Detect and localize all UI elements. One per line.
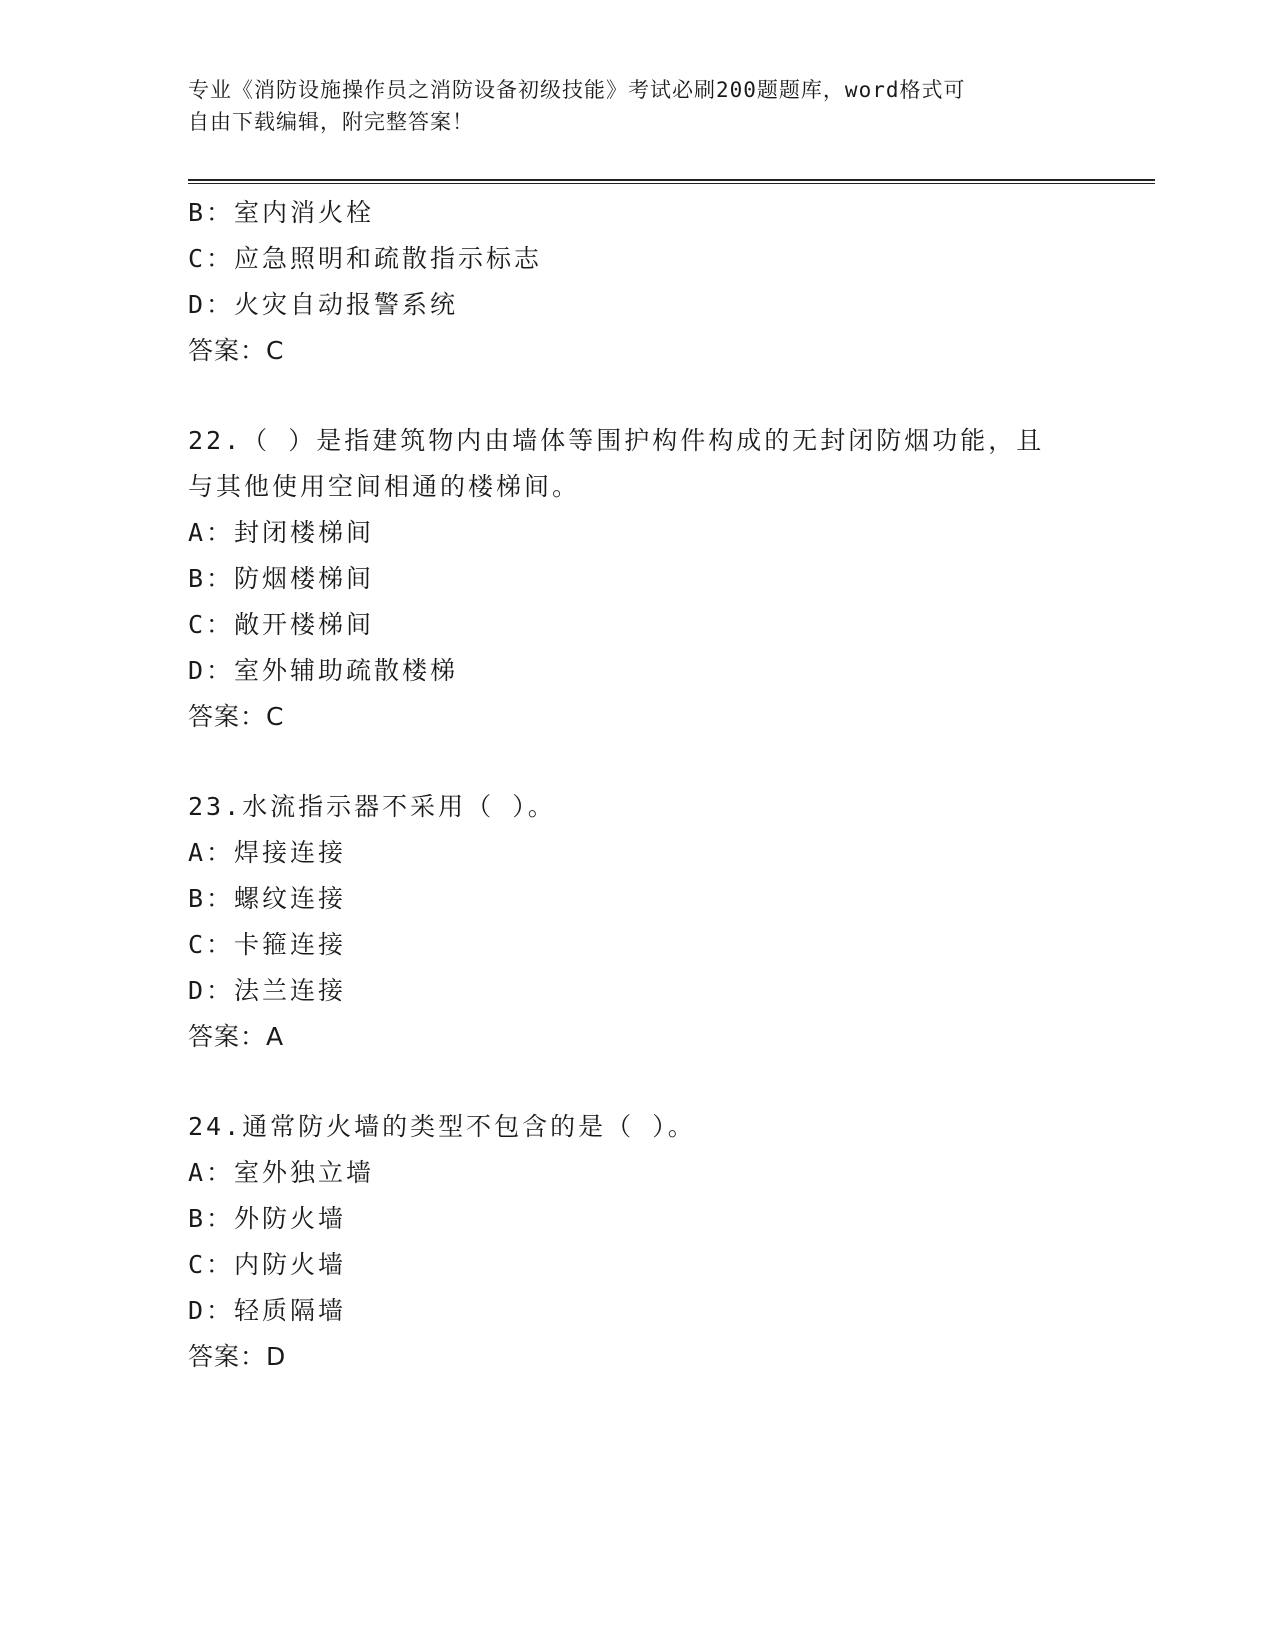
question-stem: 24.通常防火墙的类型不包含的是（ ）。 [188,1112,696,1141]
option-a: A：封闭楼梯间 [188,518,375,547]
option-c: C：内防火墙 [188,1250,347,1279]
answer: 答案：D [188,1342,287,1371]
document-header [188,74,1068,138]
option-b: B：防烟楼梯间 [188,564,375,593]
question-21-tail [188,190,1088,374]
question-stem-line-1: 22.（ ）是指建筑物内由墙体等围护构件构成的无封闭防烟功能，且 [188,426,1045,455]
question-23 [188,784,1088,1060]
question-22 [188,418,1088,740]
spacer [188,740,1088,784]
option-d: D：轻质隔墙 [188,1296,347,1325]
option-d: D：法兰连接 [188,976,347,1005]
option-b: B：室内消火栓 [188,198,375,227]
header-line-1: 专业《消防设施操作员之消防设备初级技能》考试必刷200题题库，word格式可 [188,78,966,102]
answer: 答案：C [188,336,285,365]
option-c: C：卡箍连接 [188,930,347,959]
header-line-2: 自由下载编辑，附完整答案！ [188,110,474,134]
header-divider-thin [188,183,1155,184]
header-divider-thick [188,179,1155,181]
option-c: C：敞开楼梯间 [188,610,375,639]
option-a: A：室外独立墙 [188,1158,375,1187]
question-stem: 23.水流指示器不采用（ ）。 [188,792,556,821]
answer: 答案：C [188,702,285,731]
option-a: A：焊接连接 [188,838,347,867]
question-stem-line-2: 与其他使用空间相通的楼梯间。 [188,472,581,501]
answer: 答案：A [188,1022,285,1051]
option-d: D：火灾自动报警系统 [188,290,459,319]
option-b: B：螺纹连接 [188,884,347,913]
spacer [188,1060,1088,1104]
question-24 [188,1104,1088,1380]
question-content [188,190,1088,1380]
option-d: D：室外辅助疏散楼梯 [188,656,459,685]
option-c: C：应急照明和疏散指示标志 [188,244,543,273]
spacer [188,374,1088,418]
option-b: B：外防火墙 [188,1204,347,1233]
